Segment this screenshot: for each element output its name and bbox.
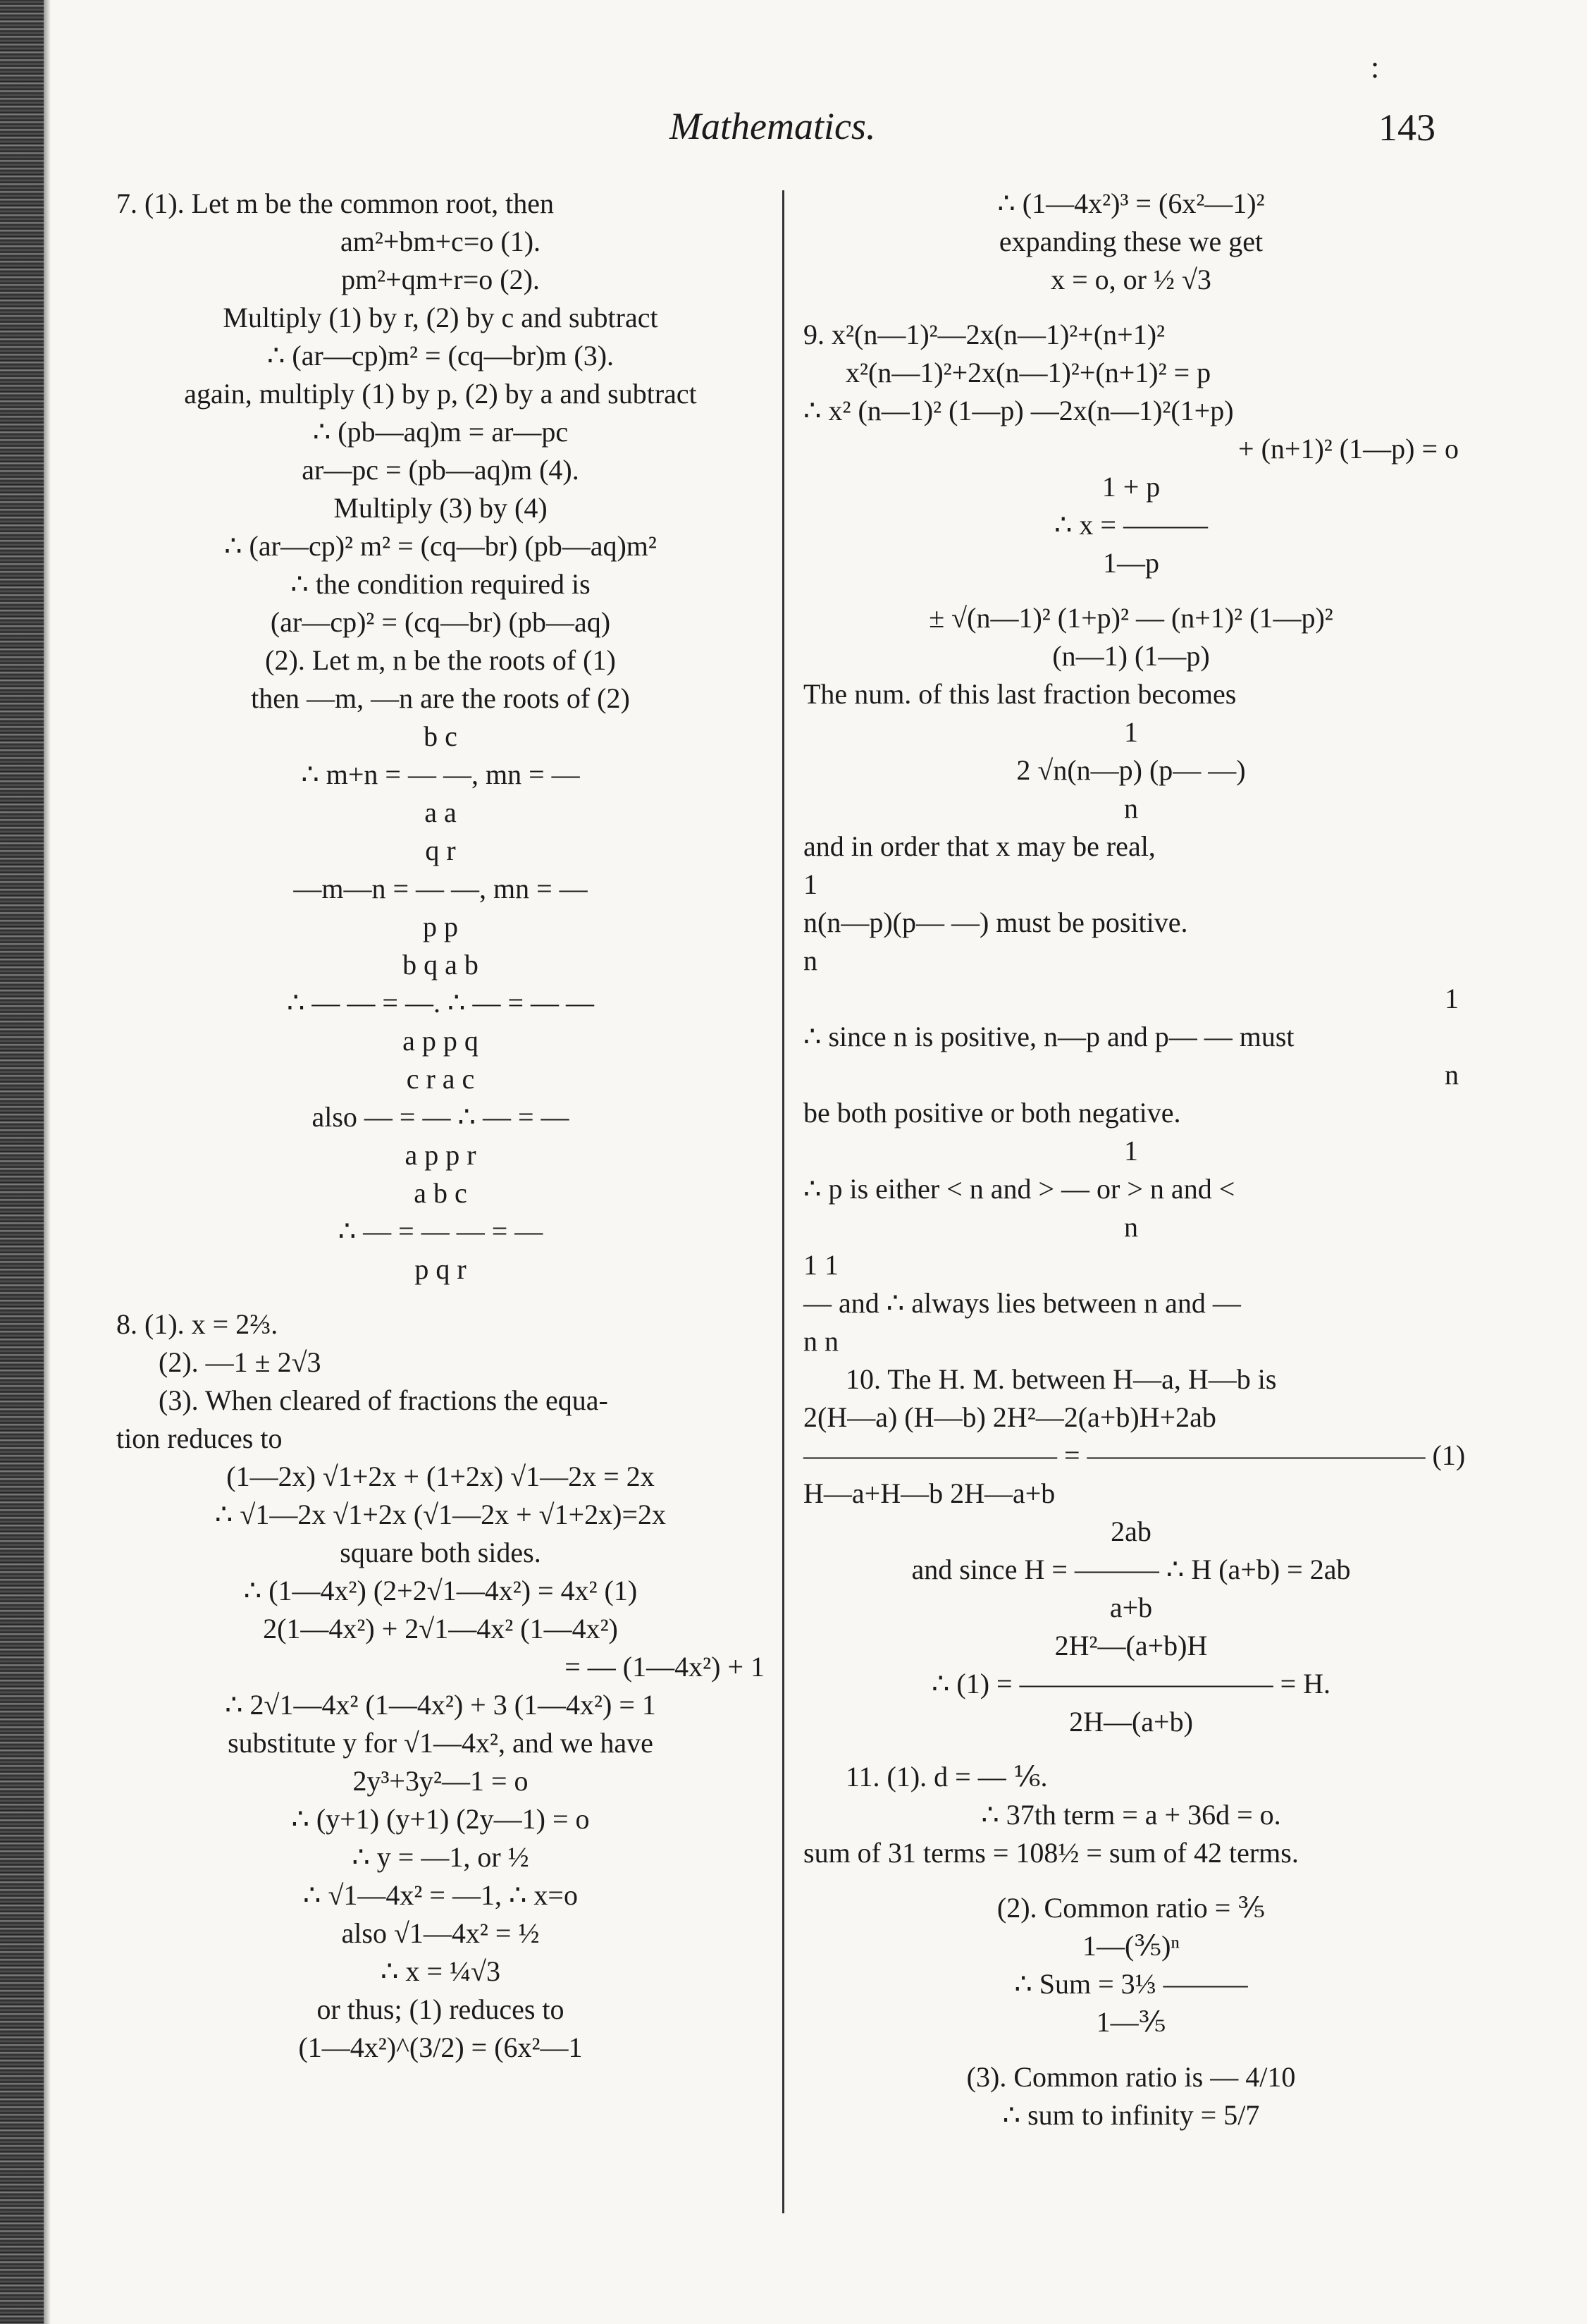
text-line: a+b	[1109, 1592, 1153, 1623]
text-line: ∴ √1—4x² = —1, ∴ x=o	[303, 1879, 578, 1911]
left-column	[116, 185, 765, 2067]
text-line: pm²+qm+r=o (2).	[341, 264, 540, 295]
text-line: (1—2x) √1+2x + (1+2x) √1—2x = 2x	[226, 1461, 655, 1492]
text-line: ∴ (1—4x²)³ = (6x²—1)²	[997, 187, 1265, 219]
text-line: ∴ (ar—cp)m² = (cq—br)m (3).	[266, 340, 615, 371]
text-line: (3). Common ratio is — 4/10	[966, 2061, 1296, 2093]
text-line: ∴ — = — — = —	[338, 1215, 543, 1247]
column-divider	[782, 190, 784, 2213]
text-line: a p p q	[402, 1025, 478, 1057]
text-line: tion reduces to	[116, 1422, 283, 1454]
margin-mark: :	[1371, 50, 1380, 85]
text-line: n	[1124, 1211, 1138, 1243]
text-line: ∴ p is either < n and > — or > n and <	[803, 1173, 1235, 1205]
text-line: c r a c	[406, 1063, 475, 1095]
text-line: q r	[425, 835, 456, 866]
text-line: ∴ x = ———	[1054, 509, 1208, 541]
text-line: + (n+1)² (1—p) = o	[1238, 433, 1459, 465]
text-line: ± √(n—1)² (1+p)² — (n+1)² (1—p)²	[929, 602, 1333, 634]
text-line: ∴ (1—4x²) (2+2√1—4x²) = 4x² (1)	[243, 1575, 638, 1606]
text-line: 11. (1). d = — ⅙.	[846, 1761, 1048, 1793]
spacer	[803, 582, 1459, 599]
spacer	[803, 1872, 1459, 1889]
binding-shadow	[44, 0, 51, 2324]
text-line: ∴ (pb—aq)m = ar—pc	[312, 416, 569, 448]
spacer	[116, 1289, 765, 1305]
spacer	[803, 299, 1459, 316]
text-line: n(n—p)(p— —) must be positive.	[803, 906, 1188, 938]
text-line: 2(1—4x²) + 2√1—4x² (1—4x²)	[263, 1613, 618, 1644]
spacer	[803, 2041, 1459, 2058]
text-line: 1—⅗	[1096, 2006, 1166, 2038]
text-line: 1	[1445, 983, 1459, 1014]
text-line: ∴ x = ¼√3	[381, 1955, 500, 1987]
text-line: (2). Common ratio = ⅗	[996, 1892, 1266, 1924]
text-line: ————————— = ———————————— (1)	[803, 1439, 1466, 1471]
spacer	[803, 1741, 1459, 1758]
text-line: (2). —1 ± 2√3	[159, 1346, 321, 1378]
text-line: n	[1445, 1059, 1459, 1090]
text-line: ∴ (y+1) (y+1) (2y—1) = o	[291, 1803, 590, 1835]
text-line: also √1—4x² = ½	[341, 1917, 540, 1949]
text-line: 2(H—a) (H—b) 2H²—2(a+b)H+2ab	[803, 1401, 1216, 1433]
text-line: p p	[423, 911, 458, 942]
text-line: 9. x²(n—1)²—2x(n—1)²+(n+1)²	[803, 319, 1166, 350]
text-line: expanding these we get	[999, 226, 1264, 257]
text-line: 2y³+3y²—1 = o	[352, 1765, 529, 1797]
text-line: p q r	[414, 1253, 467, 1285]
text-line: ∴ since n is positive, n—p and p— — must	[803, 1021, 1295, 1052]
text-line: 1—p	[1103, 547, 1159, 579]
page-number: 143	[1378, 106, 1435, 149]
text-line: Multiply (3) by (4)	[333, 492, 548, 524]
text-line: also — = — ∴ — = —	[311, 1101, 569, 1133]
text-line: ar—pc = (pb—aq)m (4).	[302, 454, 579, 486]
text-line: (ar—cp)² = (cq—br) (pb—aq)	[270, 606, 611, 638]
text-line: n	[1124, 792, 1138, 824]
text-line: ∴ the condition required is	[290, 568, 591, 600]
text-line: = — (1—4x²) + 1	[564, 1651, 765, 1683]
text-line: H—a+H—b 2H—a+b	[803, 1477, 1056, 1509]
running-head: Mathematics.	[669, 105, 876, 147]
text-line: (3). When cleared of fractions the equa-	[159, 1384, 608, 1416]
right-column	[803, 185, 1466, 2134]
text-line: a p p r	[405, 1139, 476, 1171]
text-line: 2ab	[1111, 1515, 1151, 1547]
text-line: — and ∴ always lies between n and —	[803, 1287, 1241, 1319]
text-line: 1	[1124, 716, 1138, 748]
text-line: 1 + p	[1101, 471, 1161, 503]
text-line: a a	[424, 797, 457, 828]
text-line: ∴ √1—2x √1+2x (√1—2x + √1+2x)=2x	[214, 1499, 667, 1530]
text-line: and since H = ——— ∴ H (a+b) = 2ab	[911, 1554, 1351, 1585]
text-line: (n—1) (1—p)	[1052, 640, 1210, 672]
binding-edge	[0, 0, 44, 2324]
text-line: ∴ 37th term = a + 36d = o.	[981, 1799, 1281, 1831]
text-line: 2H²—(a+b)H	[1054, 1630, 1208, 1661]
text-line: 2H—(a+b)	[1069, 1706, 1193, 1738]
text-line: ∴ y = —1, or ½	[352, 1841, 529, 1873]
text-line: then —m, —n are the roots of (2)	[251, 682, 630, 714]
text-line: sum of 31 terms = 108½ = sum of 42 terms.	[803, 1837, 1299, 1869]
text-line: ∴ m+n = — —, mn = —	[301, 758, 580, 790]
text-line: 1	[1124, 1135, 1138, 1167]
text-line: ∴ Sum = 3⅓ ———	[1014, 1968, 1248, 2000]
text-line: square both sides.	[340, 1537, 541, 1568]
text-line: ∴ (ar—cp)² m² = (cq—br) (pb—aq)m²	[224, 530, 657, 562]
text-line: (2). Let m, n be the roots of (1)	[265, 644, 616, 676]
text-line: b c	[424, 720, 457, 752]
text-line: x²(n—1)²+2x(n—1)²+(n+1)² = p	[846, 357, 1211, 388]
text-line: 7. (1). Let m be the common root, then	[116, 187, 554, 219]
text-line: Multiply (1) by r, (2) by c and subtract	[223, 302, 658, 333]
text-line: 10. The H. M. between H—a, H—b is	[846, 1363, 1277, 1395]
text-line: 8. (1). x = 2⅔.	[116, 1308, 278, 1340]
text-line: b q a b	[402, 949, 478, 980]
text-line: x = o, or ½ √3	[1051, 264, 1211, 295]
text-line: and in order that x may be real,	[803, 830, 1156, 862]
text-line: ∴ x² (n—1)² (1—p) —2x(n—1)²(1+p)	[803, 395, 1234, 426]
text-line: 1—(⅗)ⁿ	[1082, 1930, 1180, 1962]
text-line: ∴ sum to infinity = 5/7	[1002, 2099, 1260, 2131]
text-line: ∴ 2√1—4x² (1—4x²) + 3 (1—4x²) = 1	[225, 1689, 656, 1721]
text-line: ∴ (1) = ————————— = H.	[931, 1668, 1331, 1699]
text-line: substitute y for √1—4x², and we have	[228, 1727, 653, 1759]
text-line: n	[803, 945, 817, 976]
text-line: ∴ — — = —. ∴ — = — —	[286, 987, 594, 1019]
text-line: a b c	[414, 1177, 467, 1209]
text-line: 1 1	[803, 1249, 839, 1281]
text-line: 1	[803, 868, 817, 900]
text-line: n n	[803, 1325, 839, 1357]
text-line: —m—n = — —, mn = —	[293, 873, 588, 904]
text-line: or thus; (1) reduces to	[316, 1993, 564, 2025]
text-line: again, multiply (1) by p, (2) by a and subtract	[184, 378, 697, 410]
text-line: be both positive or both negative.	[803, 1097, 1181, 1129]
text-line: am²+bm+c=o (1).	[340, 226, 541, 257]
text-line: (1—4x²)^(3/2) = (6x²—1	[298, 2031, 583, 2063]
text-line: The num. of this last fraction becomes	[803, 678, 1237, 710]
text-line: 2 √n(n—p) (p— —)	[1016, 754, 1246, 786]
